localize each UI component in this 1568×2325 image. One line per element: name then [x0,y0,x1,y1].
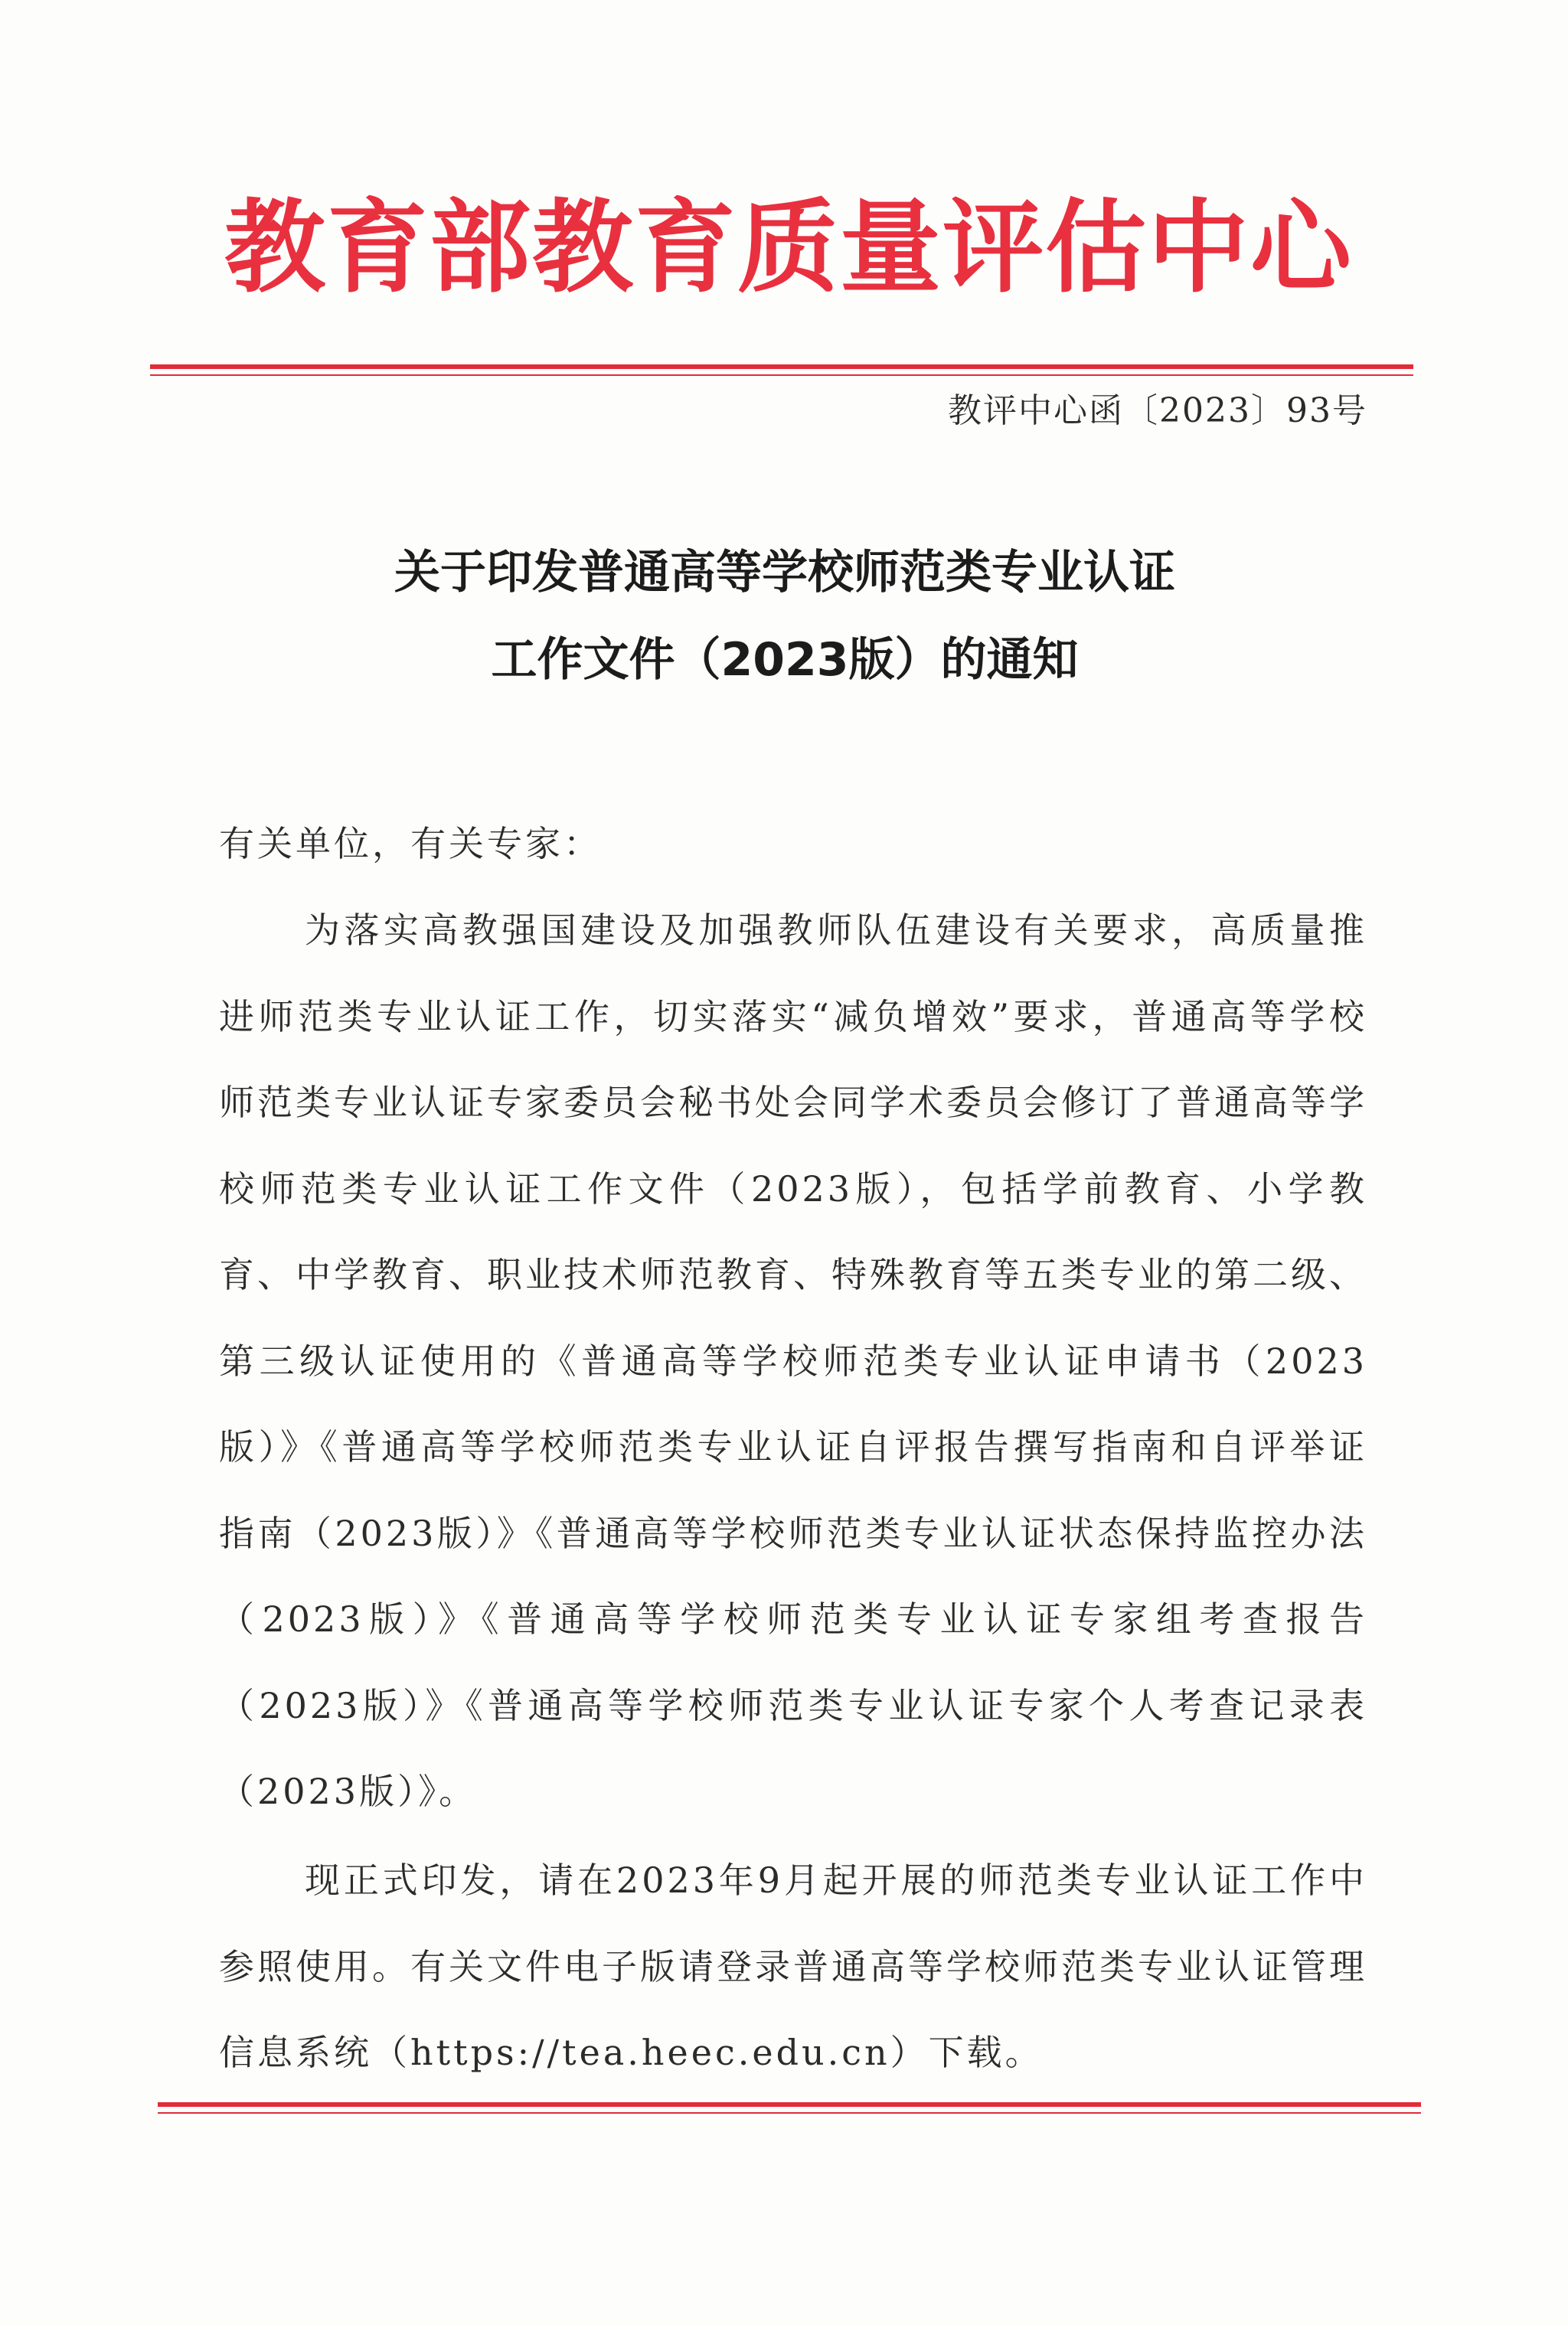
notice-title-line-2: 工作文件（2023版）的通知 [491,633,1079,687]
footer-rule-thin [158,2112,1421,2114]
red-rule-thick [150,364,1413,369]
notice-title-line-1: 关于印发普通高等学校师范类专业认证 [394,546,1175,599]
document-number: 教评中心函〔2023〕93号 [948,391,1367,430]
red-rule-thin [150,374,1413,376]
footer-red-rule [158,2102,1421,2114]
masthead-red-rule [150,364,1413,376]
footer-rule-thick [158,2102,1421,2107]
body-paragraph-2: 现正式印发，请在2023年9月起开展的师范类专业认证工作中参照使用。有关文件电子版请登录普通高等学校师范类专业认证管理信息系统（https://tea.heec.edu.cn）下载。 [219,1860,1367,2073]
masthead-organization: 教育部教育质量评估中心 [224,189,1353,307]
body-paragraph-1: 为落实高教强国建设及加强教师队伍建设有关要求，高质量推进师范类专业认证工作，切实落实“减负增效”要求，普通高等学校师范类专业认证专家委员会秘书处会同学术委员会修订了普通高等学校师范类专业认证工作文件（2023版），包括学前教育、小学教育、中学教育、职业技术师范教育、特殊教育等五类专业的第二级、第三级认证使用的《普通高等学校师范类专业认证申请书（2023版）》《普通高等学校师范类专业认证自评报告撰写指南和自评举证指南（2023版）》《普通高等学校师范类专业认证状态保持监控办法（2023版）》《普通高等学校师范类专业认证专家组考查报告（2023版）》《普通高等学校师范类专业认证专家个人考查记录表（2023版）》。 [219,909,1367,1812]
salutation: 有关单位，有关专家： [219,823,602,864]
